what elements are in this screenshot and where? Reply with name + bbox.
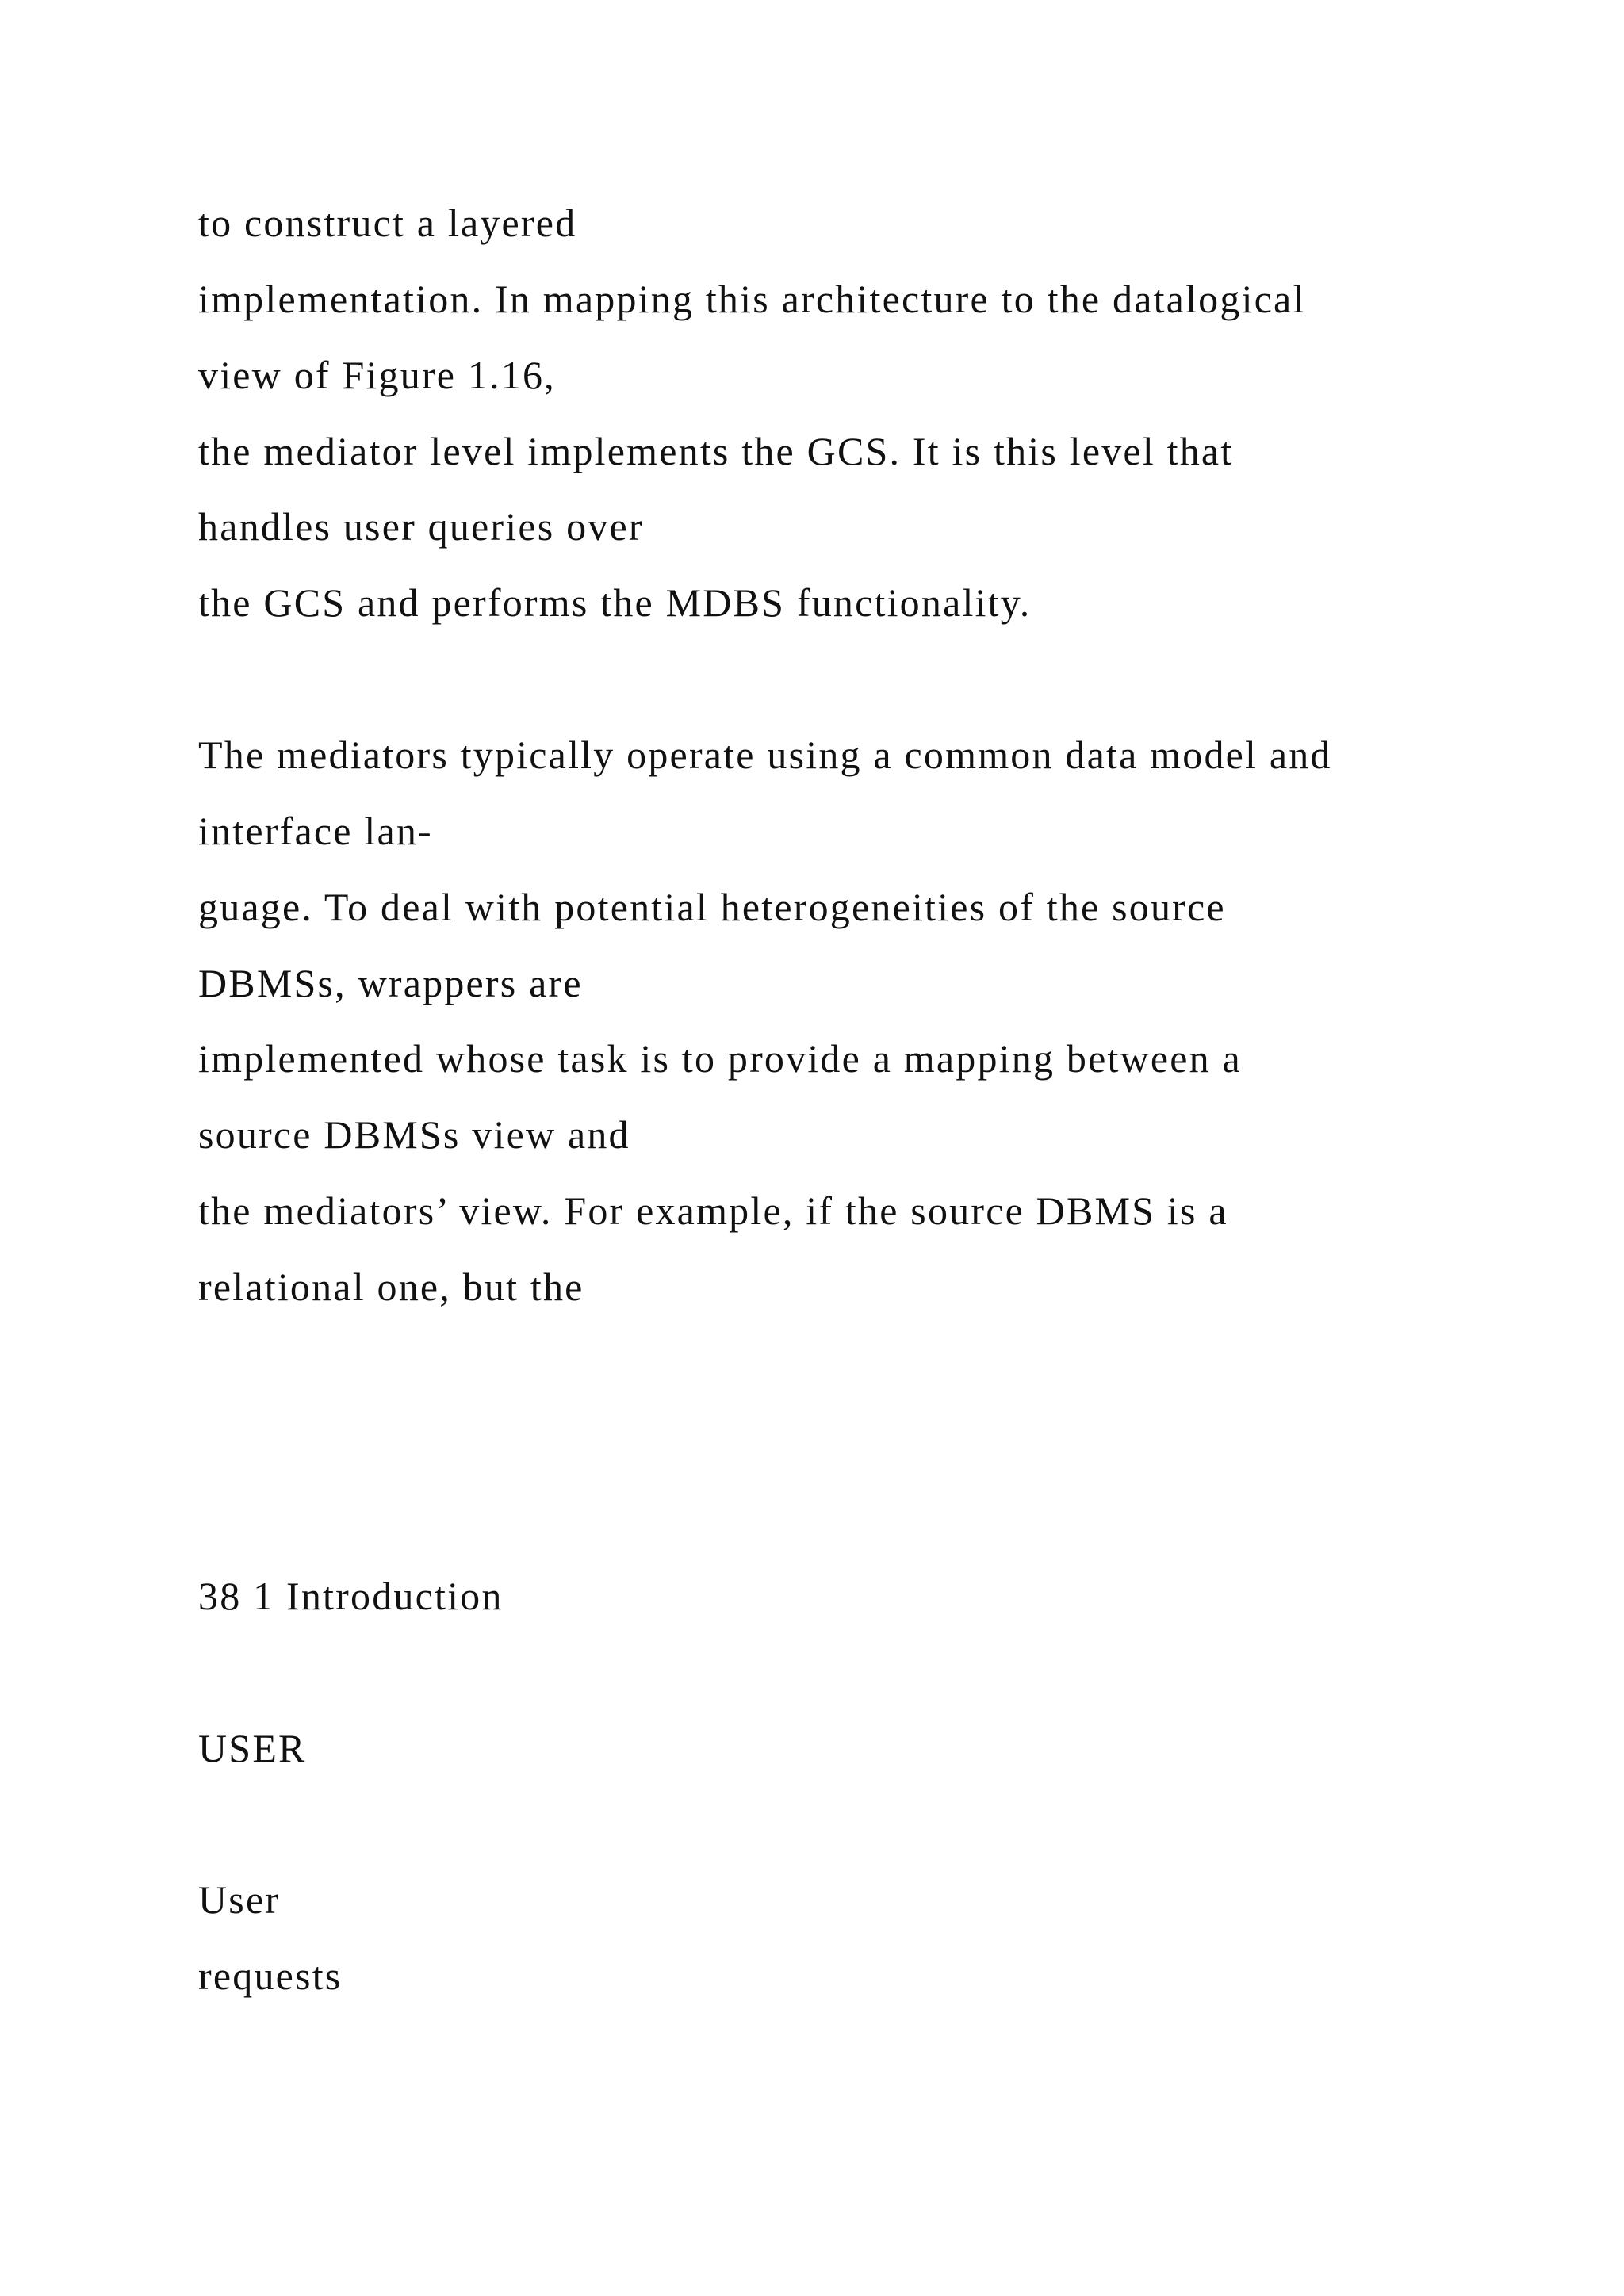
paragraph-2-line-7: the mediators’ view. For example, if the source DBMS is a [198,1188,1228,1233]
paragraph-2-line-6: source DBMSs view and [198,1112,630,1157]
figure-label-user-requests-line-2: requests [198,1954,343,1998]
paragraph-2-line-4: DBMSs, wrappers are [198,961,583,1005]
figure-label-user-requests-line-1: User [198,1877,281,1922]
paragraph-2-line-1: The mediators typically operate using a common data model and [198,733,1332,777]
figure-label-user: USER [198,1726,307,1770]
paragraph-1-line-5: handles user queries over [198,504,644,549]
paragraph-1-line-4: the mediator level implements the GCS. It is this level that [198,429,1234,473]
paragraph-2-line-8: relational one, but the [198,1265,584,1309]
paragraph-1-line-3: view of Figure 1.16, [198,353,556,397]
paragraph-2-line-3: guage. To deal with potential heterogeneities of the source [198,885,1226,929]
paragraph-1-line-2: implementation. In mapping this architecture to the datalogical [198,277,1306,321]
paragraph-1-line-6: the GCS and performs the MDBS functionality. [198,580,1032,625]
paragraph-2-line-5: implemented whose task is to provide a mapping between a [198,1036,1242,1081]
paragraph-2-line-2: interface lan- [198,809,433,853]
paragraph-1-line-1: to construct a layered [198,201,577,245]
page-header: 38 1 Introduction [198,1574,504,1618]
